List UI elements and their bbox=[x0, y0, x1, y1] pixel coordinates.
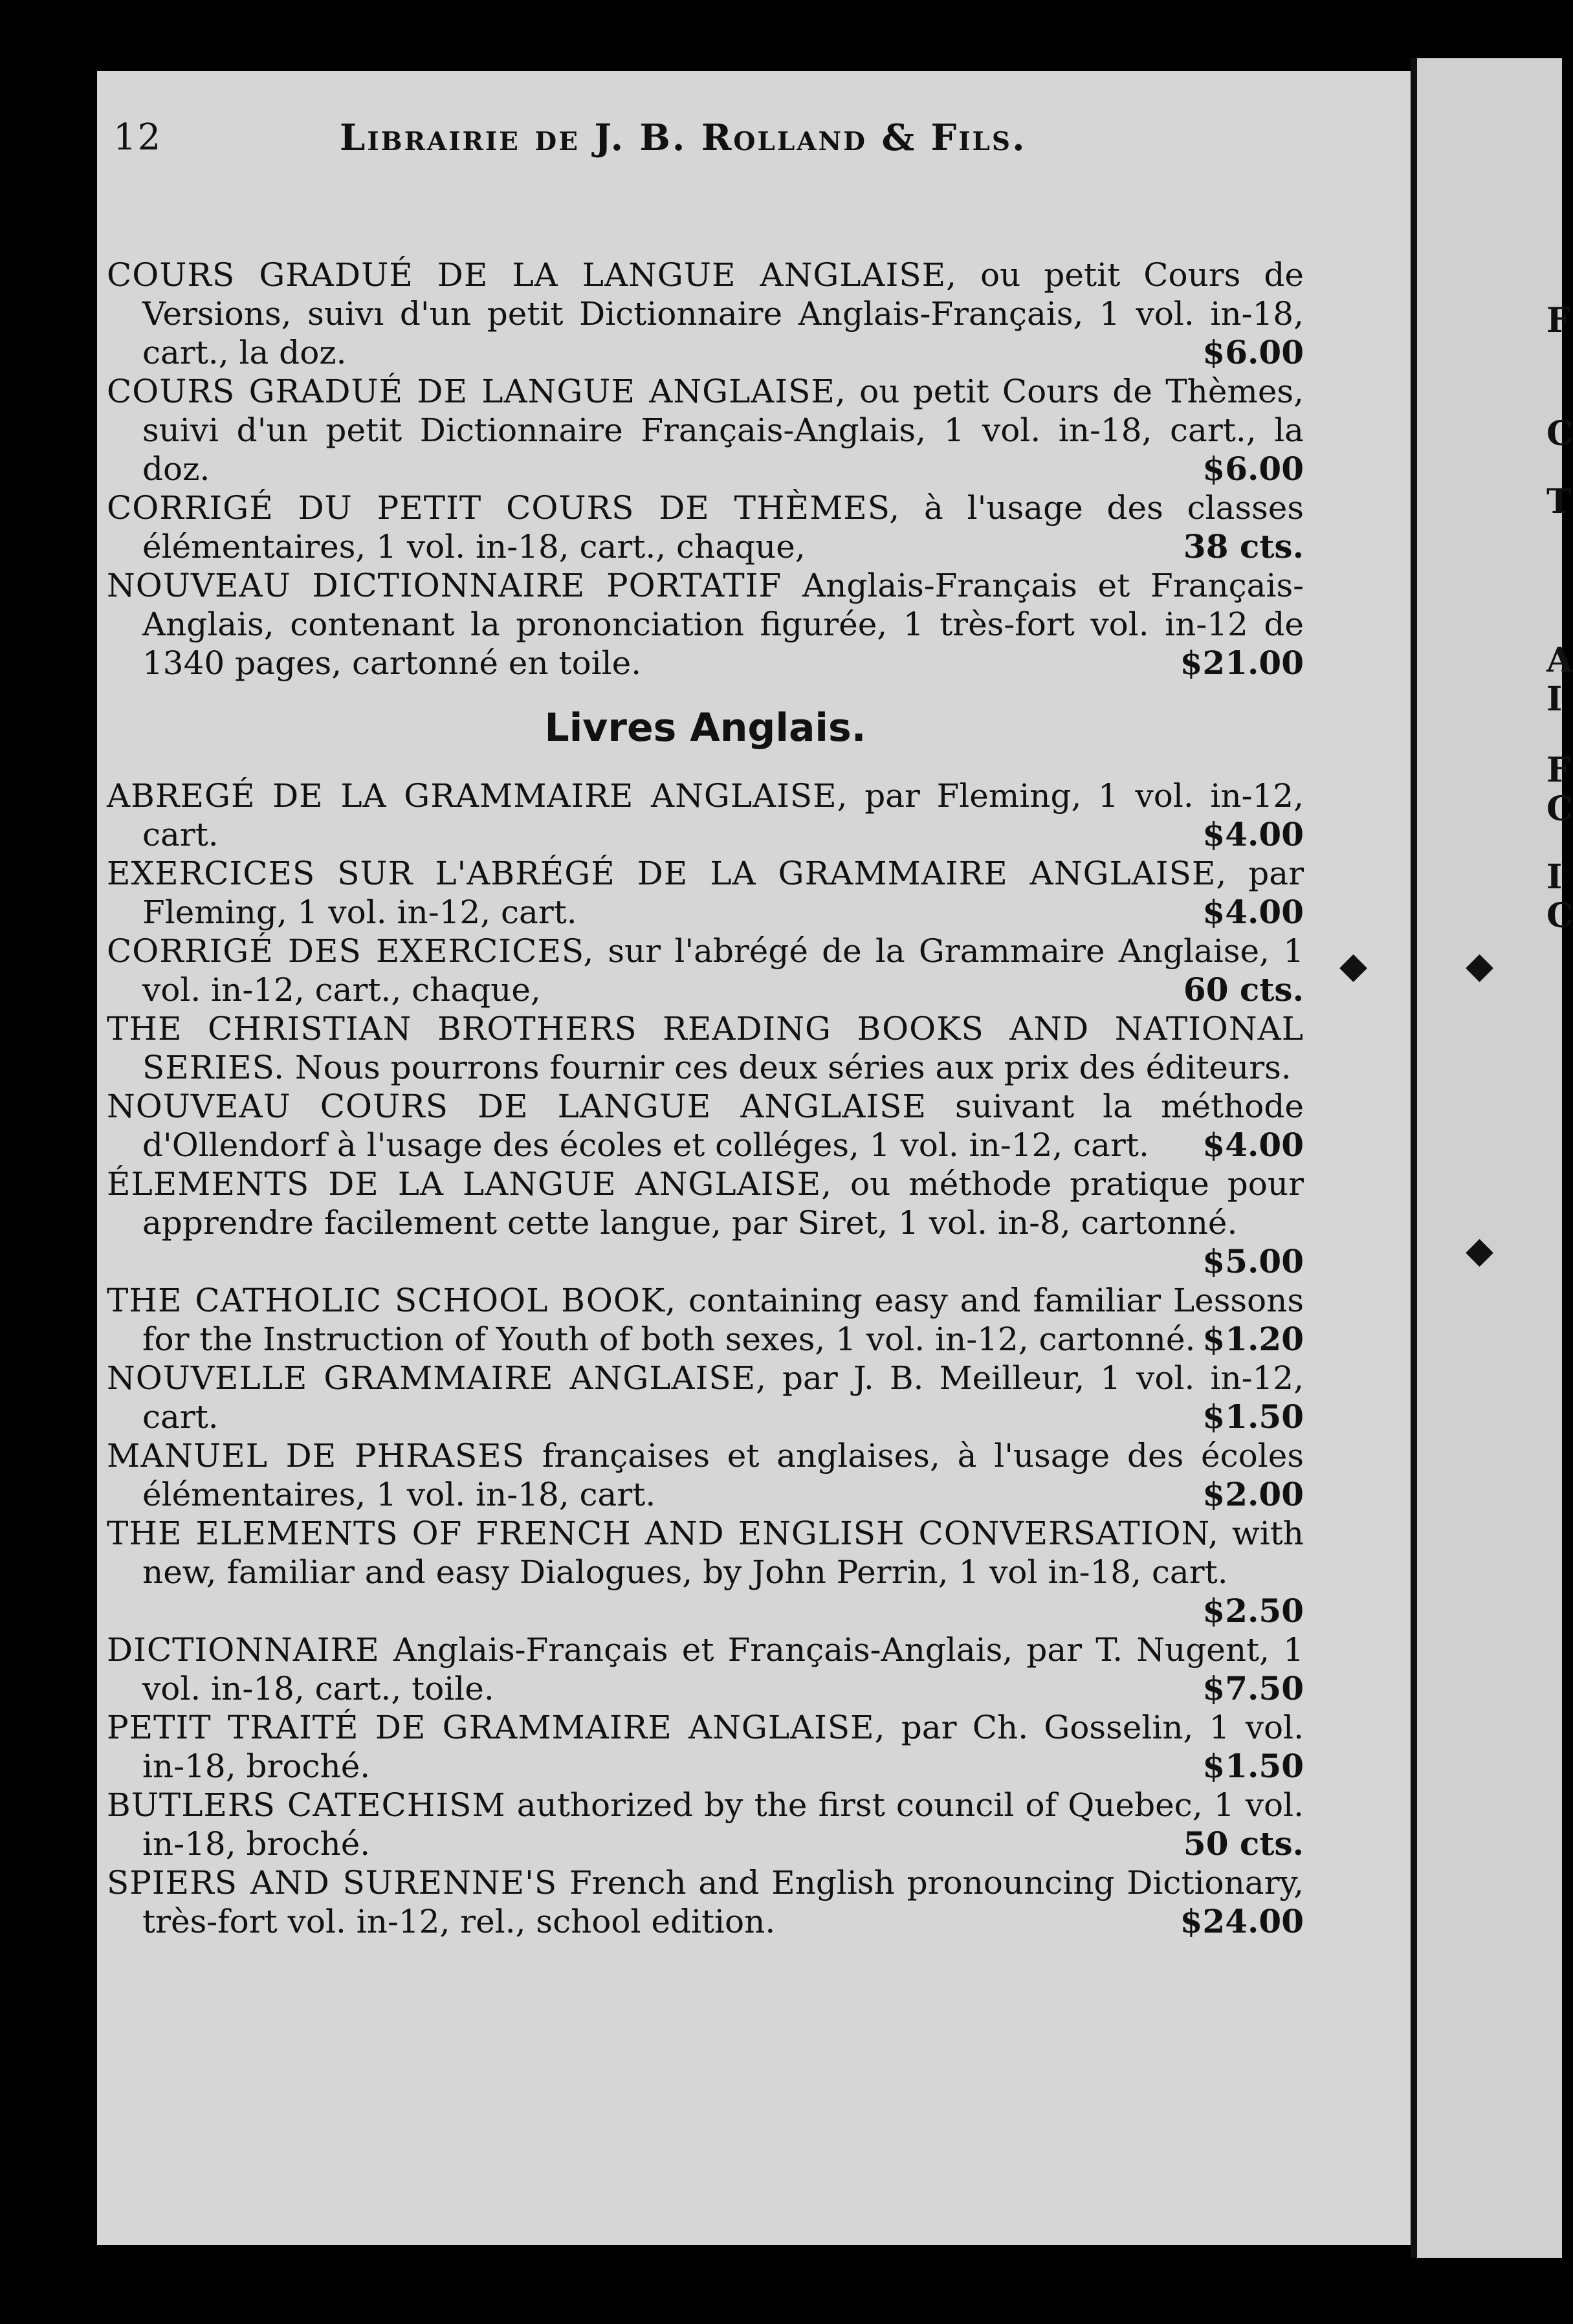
catalog-entry bbox=[107, 372, 1304, 488]
entry-description: ou petit Cours de Thèmes, suivi d'un petit Dictionnaire Français-Anglais, 1 vol. in-18, cart., la doz. bbox=[142, 373, 1304, 488]
entry-description: containing easy and familiar Lessons for the Instruction of Youth of both sexes, 1 vol. in-12, cartonné. bbox=[142, 1282, 1304, 1358]
entry-price: $21.00 bbox=[1180, 644, 1304, 682]
catalog-entry bbox=[107, 1087, 1304, 1165]
entry-description: ou petit Cours de Versions, suivı d'un petit Dictionnaire Anglais-Français, 1 vol. in-18, cart., la doz. bbox=[142, 256, 1304, 371]
margin-bullet-icon: ◆ bbox=[1339, 945, 1368, 987]
catalog-entry bbox=[107, 1786, 1304, 1863]
catalog-entry bbox=[107, 1359, 1304, 1436]
edge-letter: C bbox=[1546, 896, 1573, 936]
entry-description: par Ch. Gosselin, 1 vol. in-18, broché. bbox=[142, 1709, 1304, 1785]
entry-price: $4.00 bbox=[1202, 815, 1304, 853]
entry-title: ÉLEMENTS DE LA LANGUE ANGLAISE, bbox=[107, 1165, 833, 1203]
running-title: Librairie de J. B. Rolland & Fils. bbox=[340, 116, 1027, 159]
entry-description: ou méthode pratique pour apprendre facilement cette langue, par Siret, 1 vol. in-8, cartonné. bbox=[142, 1165, 1304, 1242]
page-gutter bbox=[1411, 58, 1417, 2258]
catalog-listing bbox=[107, 256, 1304, 1941]
entry-title: PETIT TRAITÉ DE GRAMMAIRE ANGLAISE, bbox=[107, 1709, 886, 1746]
edge-letter: I bbox=[1546, 857, 1563, 897]
entry-description: françaises et anglaises, à l'usage des écoles élémentaires, 1 vol. in-18, cart. bbox=[142, 1437, 1304, 1513]
catalog-entry bbox=[107, 1863, 1304, 1941]
entry-title: CORRIGÉ DU PETIT COURS DE THÈMES, bbox=[107, 489, 901, 527]
entry-title: NOUVEAU COURS DE LANGUE ANGLAISE bbox=[107, 1088, 927, 1125]
entry-title: ABREGÉ DE LA GRAMMAIRE ANGLAISE, bbox=[107, 777, 848, 815]
entry-price: $7.50 bbox=[1202, 1669, 1304, 1707]
entry-price: 38 cts. bbox=[1183, 527, 1304, 565]
catalog-entry bbox=[107, 776, 1304, 854]
entry-title: CORRIGÉ DES EXERCICES, bbox=[107, 932, 595, 970]
entry-title: COURS GRADUÉ DE LANGUE ANGLAISE, bbox=[107, 373, 846, 410]
entry-price: $6.00 bbox=[1202, 450, 1304, 488]
catalog-entry bbox=[107, 566, 1304, 683]
entry-description: French and English pronouncing Dictionary, très-fort vol. in-12, rel., school edition. bbox=[142, 1864, 1304, 1940]
entry-title: BUTLERS CATECHISM bbox=[107, 1786, 506, 1824]
entry-description: Anglais-Français et Français-Anglais, contenant la prononciation figurée, 1 très-fort vol. in-12 de 1340 pages, cartonné en toile. bbox=[142, 567, 1304, 682]
adjacent-page-edge bbox=[1417, 58, 1562, 2258]
entry-description: sur l'abrégé de la Grammaire Anglaise, 1 vol. in-12, cart., chaque, bbox=[142, 932, 1304, 1009]
edge-letter: I bbox=[1546, 679, 1563, 719]
entry-price: $24.00 bbox=[1180, 1902, 1304, 1940]
entry-price: $1.20 bbox=[1202, 1320, 1304, 1358]
entry-price: $4.00 bbox=[1202, 1126, 1304, 1164]
entry-description: par Fleming, 1 vol. in-12, cart. bbox=[142, 855, 1304, 931]
entry-title: MANUEL DE PHRASES bbox=[107, 1437, 525, 1474]
catalog-entry bbox=[107, 1281, 1304, 1359]
entry-price: $6.00 bbox=[1202, 333, 1304, 371]
entry-title: EXERCICES SUR L'ABRÉGÉ DE LA GRAMMAIRE ANGLAISE, bbox=[107, 855, 1227, 892]
entry-description: with new, familiar and easy Dialogues, by John Perrin, 1 vol in-18, cart. bbox=[142, 1515, 1304, 1591]
entry-price: $1.50 bbox=[1202, 1747, 1304, 1785]
entry-title: NOUVELLE GRAMMAIRE ANGLAISE, bbox=[107, 1359, 767, 1397]
edge-letter: F bbox=[1546, 751, 1570, 790]
entry-price: $2.50 bbox=[1202, 1592, 1304, 1630]
entry-description: Nous pourrons fournir ces deux séries aux prix des éditeurs. bbox=[285, 1049, 1292, 1086]
catalog-entry bbox=[107, 854, 1304, 932]
entry-title: NOUVEAU DICTIONNAIRE PORTATIF bbox=[107, 567, 782, 604]
entry-title: DICTIONNAIRE bbox=[107, 1631, 380, 1669]
catalog-entry bbox=[107, 1009, 1304, 1087]
entry-description: par J. B. Meilleur, 1 vol. in-12, cart. bbox=[142, 1359, 1304, 1436]
english-books-list bbox=[107, 776, 1304, 1941]
edge-letter: C bbox=[1546, 414, 1573, 454]
entry-price: $1.50 bbox=[1202, 1398, 1304, 1436]
catalog-entry bbox=[107, 488, 1304, 566]
catalog-entry bbox=[107, 1514, 1304, 1630]
page-number: 12 bbox=[113, 116, 162, 159]
entry-price: $2.00 bbox=[1202, 1475, 1304, 1513]
french-english-list bbox=[107, 256, 1304, 683]
entry-price: 60 cts. bbox=[1183, 970, 1304, 1009]
section-heading: Livres Anglais. bbox=[544, 705, 866, 751]
catalog-entry bbox=[107, 1436, 1304, 1514]
entry-price: $4.00 bbox=[1202, 893, 1304, 931]
entry-description: suivant la méthode d'Ollendorf à l'usage des écoles et colléges, 1 vol. in-12, cart. bbox=[142, 1088, 1304, 1164]
entry-price: 50 cts. bbox=[1183, 1825, 1304, 1863]
catalog-entry bbox=[107, 1630, 1304, 1708]
edge-letter: A bbox=[1546, 641, 1573, 680]
running-header bbox=[113, 116, 1304, 175]
catalog-entry bbox=[107, 256, 1304, 372]
entry-title: THE CATHOLIC SCHOOL BOOK, bbox=[107, 1282, 677, 1319]
entry-title: THE ELEMENTS OF FRENCH AND ENGLISH CONVERSATION, bbox=[107, 1515, 1219, 1552]
catalog-entry bbox=[107, 932, 1304, 1009]
entry-description: authorized by the first council of Quebec, 1 vol. in-18, broché. bbox=[142, 1786, 1304, 1863]
edge-letter: T bbox=[1546, 482, 1572, 521]
entry-price: $5.00 bbox=[1202, 1242, 1304, 1280]
edge-letter: F bbox=[1546, 301, 1570, 340]
edge-letter: C bbox=[1546, 789, 1573, 829]
entry-title: THE CHRISTIAN BROTHERS READING BOOKS AND NATIONAL SERIES. bbox=[107, 1010, 1304, 1086]
margin-bullet-icon: ◆ bbox=[1466, 1229, 1494, 1271]
entry-description: à l'usage des classes élémentaires, 1 vol. in-18, cart., chaque, bbox=[142, 489, 1304, 565]
margin-bullet-icon: ◆ bbox=[1466, 945, 1494, 987]
entry-title: COURS GRADUÉ DE LA LANGUE ANGLAISE, bbox=[107, 256, 957, 294]
entry-title: SPIERS AND SURENNE'S bbox=[107, 1864, 558, 1902]
catalog-entry bbox=[107, 1165, 1304, 1281]
catalog-entry bbox=[107, 1708, 1304, 1786]
entry-description: par Fleming, 1 vol. in-12, cart. bbox=[142, 777, 1304, 853]
entry-description: Anglais-Français et Français-Anglais, par T. Nugent, 1 vol. in-18, cart., toile. bbox=[142, 1631, 1304, 1707]
